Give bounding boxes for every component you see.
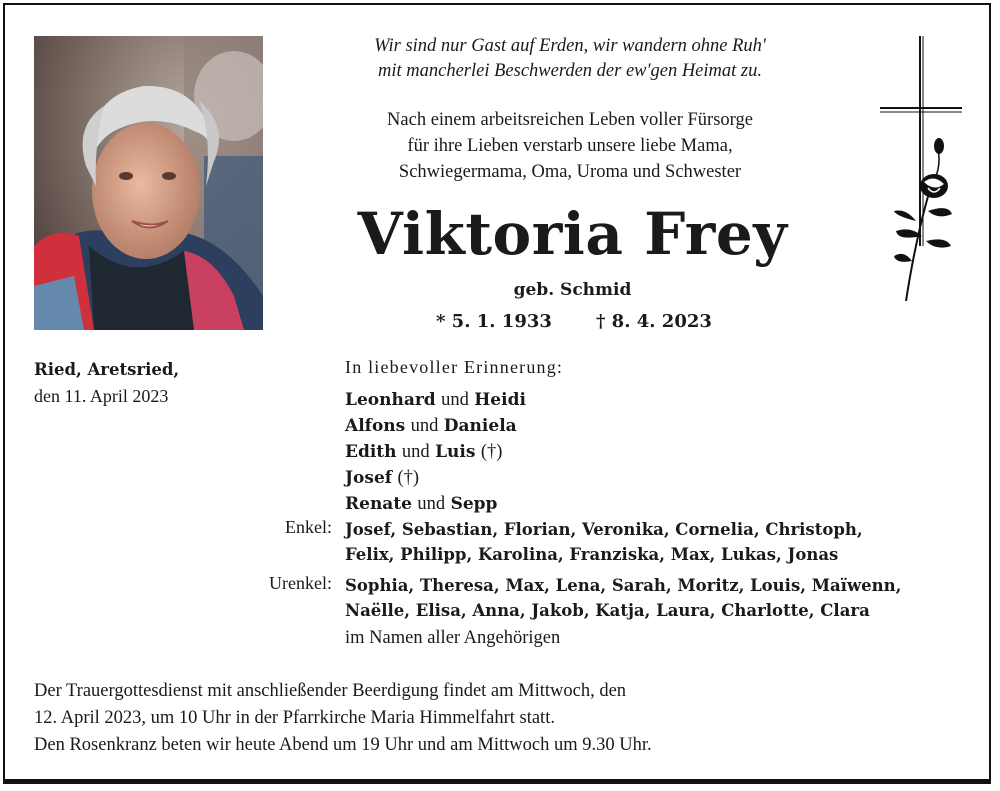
grandchildren-line: Felix, Philipp, Karolina, Franziska, Max, Lukas, Jonas — [345, 545, 839, 564]
family-member: Alfons — [345, 416, 406, 436]
poem-line: Wir sind nur Gast auf Erden, wir wandern ohne Ruh' — [374, 36, 766, 56]
conjunction: und — [417, 494, 446, 514]
place-and-date — [34, 357, 179, 409]
conjunction: und — [410, 416, 439, 436]
family-couple — [345, 413, 517, 439]
family-member: Edith — [345, 442, 397, 462]
great-grandchildren-line: Naëlle, Elisa, Anna, Jakob, Katja, Laura, Charlotte, Clara — [345, 601, 870, 620]
conjunction: und — [401, 442, 430, 462]
great-grandchildren-label: Urenkel: — [269, 573, 332, 593]
intro-line: für ihre Lieben verstarb unsere liebe Mama, — [407, 136, 733, 156]
rosary-info: Den Rosenkranz beten wir heute Abend um 19 Uhr und am Mittwoch um 9.30 Uhr. — [34, 735, 652, 755]
on-behalf-line: im Namen aller Angehörigen — [345, 628, 561, 648]
poem-line: mit mancherlei Beschwerden der ew'gen Heimat zu. — [378, 61, 762, 81]
death-date: † 8. 4. 2023 — [596, 311, 712, 332]
intro-text — [280, 107, 860, 185]
deceased-mark: (†) — [480, 442, 503, 462]
intro-line: Schwiegermama, Oma, Uroma und Schwester — [398, 162, 742, 182]
conjunction: und — [441, 390, 469, 410]
family-member: Josef — [345, 468, 393, 488]
family-member: Daniela — [443, 416, 517, 436]
poem — [300, 34, 840, 84]
great-grandchildren-line: Sophia, Theresa, Max, Lena, Sarah, Moritz, Louis, Maïwenn, — [345, 576, 902, 595]
cross-with-rose-icon — [876, 36, 966, 306]
family-member: Luis — [435, 442, 476, 462]
funeral-service-info — [34, 678, 934, 732]
family-member: Leonhard — [345, 390, 436, 410]
family-member: Renate — [345, 494, 412, 514]
family-couple — [345, 465, 419, 491]
grandchildren-label: Enkel: — [285, 517, 332, 537]
memory-heading: In liebevoller Erinnerung: — [345, 357, 564, 377]
service-line: 12. April 2023, um 10 Uhr in der Pfarrkirche Maria Himmelfahrt statt. — [34, 708, 555, 728]
notice-date: den 11. April 2023 — [34, 386, 169, 406]
intro-line: Nach einem arbeitsreichen Leben voller Fürsorge — [387, 110, 753, 130]
deceased-name: Viktoria Frey — [357, 200, 788, 268]
service-line: Der Trauergottesdienst mit anschließender Beerdigung findet am Mittwoch, den — [34, 681, 627, 701]
portrait-photo — [34, 36, 263, 330]
family-couple — [345, 491, 497, 517]
family-member: Heidi — [474, 390, 526, 410]
family-couple — [345, 387, 526, 413]
family-couple — [345, 439, 502, 465]
maiden-name: geb. Schmid — [513, 280, 632, 300]
grandchildren-line: Josef, Sebastian, Florian, Veronika, Cornelia, Christoph, — [345, 520, 863, 539]
place-location: Ried, Aretsried, — [34, 360, 180, 379]
birth-date: * 5. 1. 1933 — [436, 311, 552, 332]
deceased-mark: (†) — [397, 468, 420, 488]
family-member: Sepp — [450, 494, 498, 514]
